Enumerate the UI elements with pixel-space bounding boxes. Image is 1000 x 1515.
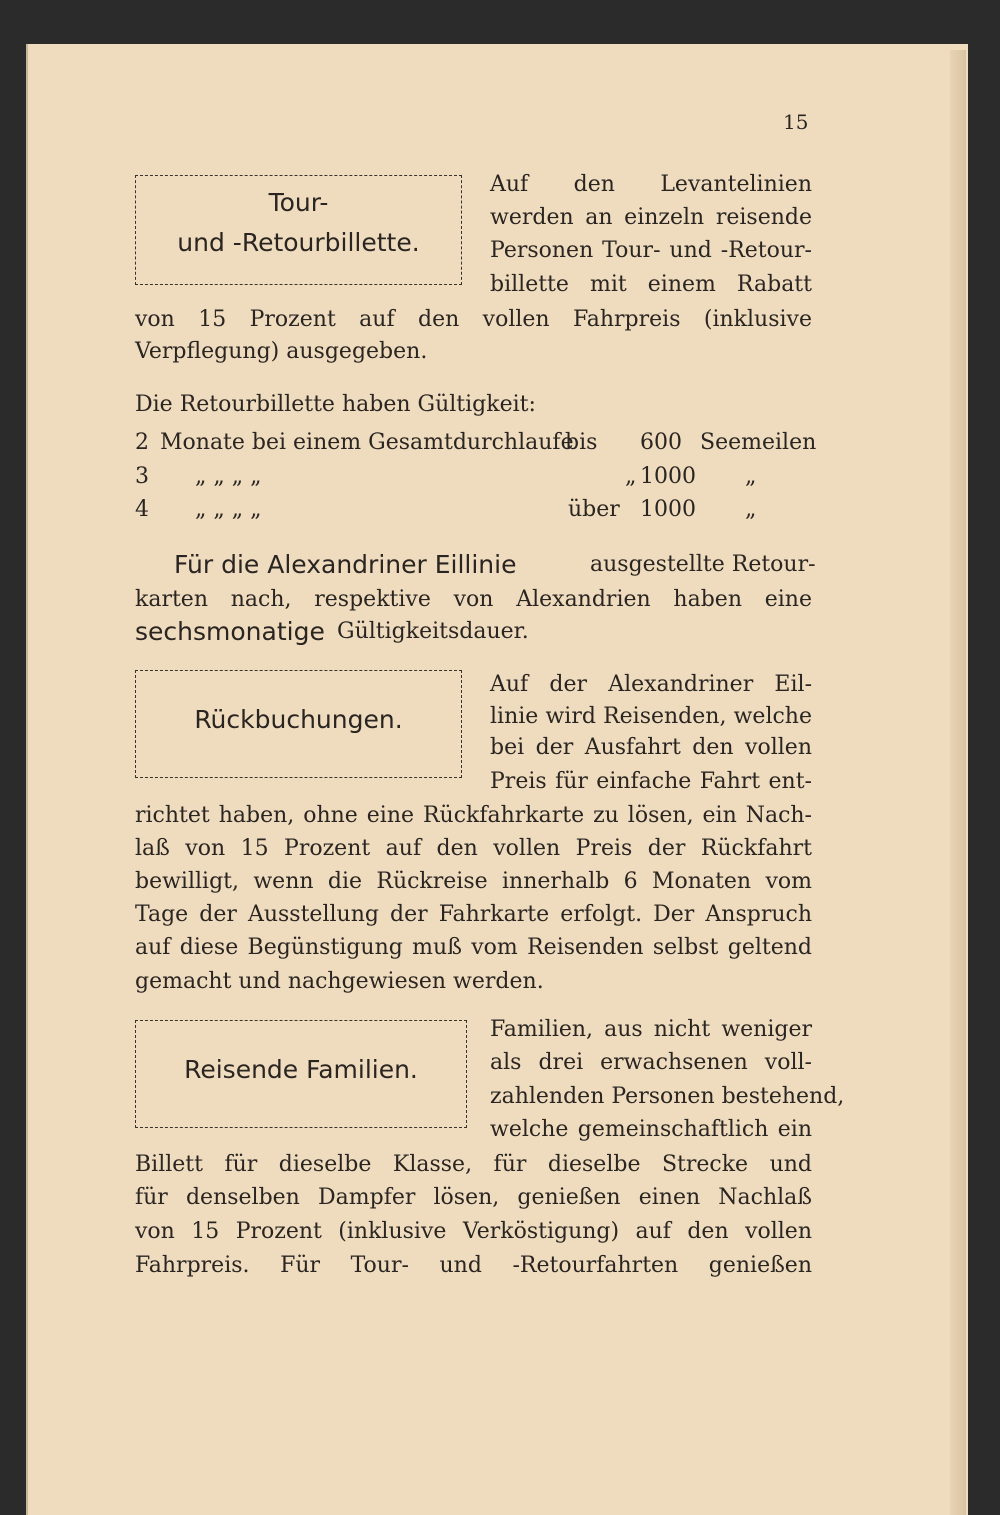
- body-line: auf diese Begünstigung muß vom Reisenden selbst geltend: [135, 935, 812, 960]
- alexandria-emphasis: Für die Alexandriner Eillinie: [174, 550, 517, 579]
- side-line: Personen Tour- und -Retour-: [490, 238, 812, 263]
- validity-cell: „ „ „ „: [195, 497, 262, 522]
- validity-cell: 600: [640, 430, 682, 455]
- box-label: Tour-: [268, 188, 329, 217]
- body-line: richtet haben, ohne eine Rückfahrkarte zu lösen, ein Nach-: [135, 803, 812, 828]
- body-line: Fahrpreis. Für Tour- und -Retourfahrten genießen: [135, 1253, 812, 1278]
- validity-cell: „: [745, 497, 757, 522]
- section-box-2: [135, 670, 462, 778]
- validity-cell: „: [625, 464, 637, 489]
- body-line: Billett für dieselbe Klasse, für dieselbe Strecke und: [135, 1152, 812, 1177]
- validity-cell: 4: [135, 497, 149, 522]
- body-line: Verpflegung) ausgegeben.: [135, 339, 428, 364]
- validity-cell: 1000: [640, 497, 696, 522]
- validity-cell: „: [745, 464, 757, 489]
- side-line: werden an einzeln reisende: [490, 205, 812, 230]
- validity-cell: 3: [135, 464, 149, 489]
- body-line: für denselben Dampfer lösen, genießen einen Nachlaß: [135, 1185, 812, 1210]
- body-line: Tage der Ausstellung der Fahrkarte erfolgt. Der Anspruch: [135, 902, 812, 927]
- side-line: bei der Ausfahrt den vollen: [490, 735, 812, 760]
- alexandria-emphasis2: sechsmonatige: [135, 617, 325, 646]
- side-line: Auf der Alexandriner Eil-: [490, 672, 812, 697]
- validity-cell: Monate bei einem Gesamtdurchlaufe: [160, 430, 574, 455]
- alexandria-line3: Gültigkeitsdauer.: [337, 619, 529, 644]
- validity-heading: Die Retourbillette haben Gültigkeit:: [135, 392, 536, 417]
- box-label: Reisende Familien.: [184, 1055, 418, 1084]
- body-line: von 15 Prozent (inklusive Verköstigung) auf den vollen: [135, 1219, 812, 1244]
- side-line: Preis für einfache Fahrt ent-: [490, 769, 812, 794]
- validity-cell: über: [568, 497, 620, 522]
- body-line: von 15 Prozent auf den vollen Fahrpreis (inklusive: [135, 307, 812, 332]
- body-line: gemacht und nachgewiesen werden.: [135, 969, 544, 994]
- body-line: laß von 15 Prozent auf den vollen Preis der Rückfahrt: [135, 836, 812, 861]
- page-edge: [950, 50, 966, 1515]
- alexandria-line2: karten nach, respektive von Alexandrien haben eine: [135, 587, 812, 612]
- page-number: 15: [783, 110, 809, 134]
- side-line: Auf den Levantelinien: [490, 172, 812, 197]
- validity-cell: bis: [565, 430, 598, 455]
- side-line: billette mit einem Rabatt: [490, 272, 812, 297]
- validity-cell: 1000: [640, 464, 696, 489]
- side-line: zahlenden Personen bestehend,: [490, 1084, 845, 1109]
- validity-cell: Seemeilen: [700, 430, 817, 455]
- box-label: Rückbuchungen.: [194, 705, 403, 734]
- side-line: Familien, aus nicht weniger: [490, 1017, 812, 1042]
- box-label: und -Retourbillette.: [177, 228, 420, 257]
- section-box-3: [135, 1020, 467, 1128]
- alexandria-line1: ausgestellte Retour-: [590, 552, 816, 577]
- validity-cell: 2: [135, 430, 149, 455]
- section-box-1: [135, 175, 462, 285]
- side-line: welche gemeinschaftlich ein: [490, 1117, 812, 1142]
- side-line: linie wird Reisenden, welche: [490, 704, 812, 729]
- body-line: bewilligt, wenn die Rückreise innerhalb 6 Monaten vom: [135, 869, 812, 894]
- validity-cell: „ „ „ „: [195, 464, 262, 489]
- side-line: als drei erwachsenen voll-: [490, 1050, 812, 1075]
